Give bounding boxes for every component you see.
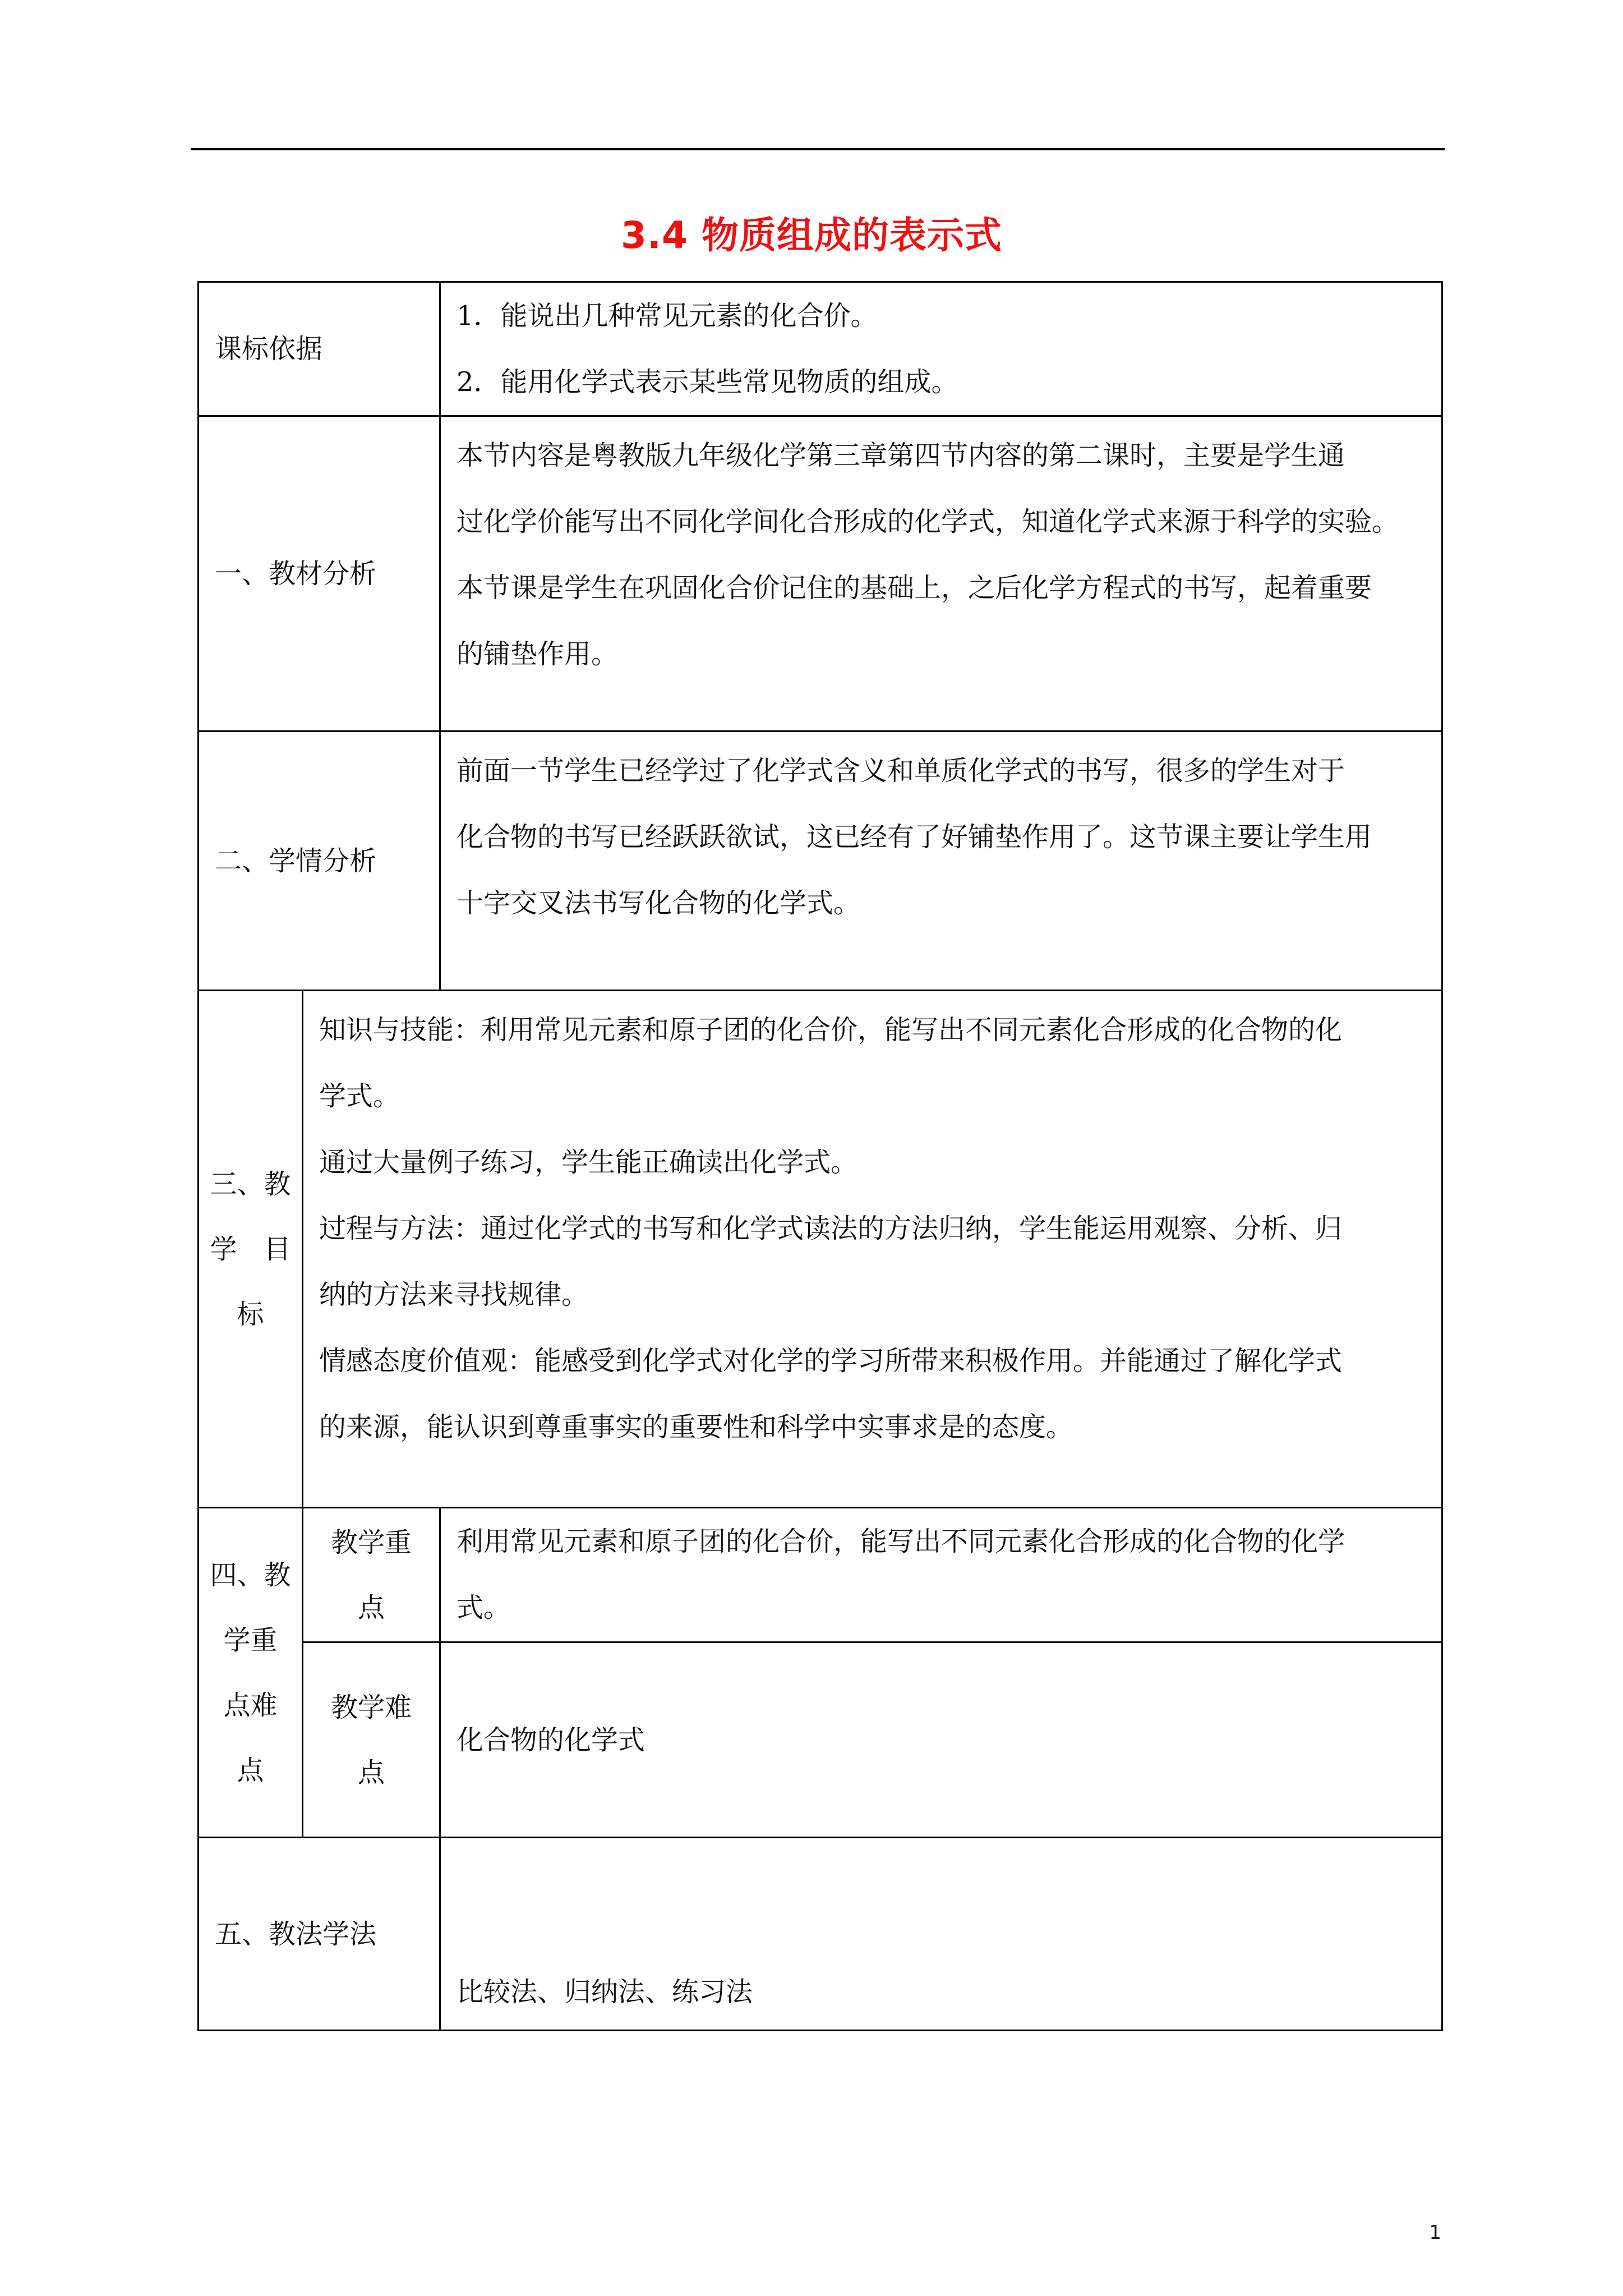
- header-rule: [191, 148, 1445, 150]
- difficulty-label-1: 教学难: [331, 1691, 412, 1723]
- objectives-line-3: 通过大量例子练习，学生能正确读出化学式。: [319, 1147, 858, 1178]
- focus-line-1: 利用常见元素和原子团的化合价，能写出不同元素化合形成的化合物的化学: [457, 1526, 1345, 1557]
- focus-line-2: 式。: [457, 1592, 511, 1623]
- content-teaching-focus: [440, 1508, 1442, 1642]
- focus-label-1: 教学重: [331, 1526, 412, 1558]
- content-methods: 比较法、归纳法、练习法: [440, 1838, 1442, 2031]
- lesson-plan-table: [197, 281, 1443, 2031]
- objectives-line-4: 过程与方法：通过化学式的书写和化学式读法的方法归纳，学生能运用观察、分析、归: [319, 1213, 1343, 1244]
- row-methods: [199, 1838, 1442, 2031]
- row-key-focus: [199, 1508, 1442, 1642]
- page-number: 1: [1429, 2221, 1441, 2244]
- label-objectives: [199, 991, 303, 1508]
- label-curriculum: 课标依据: [199, 282, 440, 416]
- objectives-label-1: 三、教: [210, 1168, 291, 1200]
- keypoints-label-1: 四、教: [210, 1559, 291, 1591]
- row-curriculum: [199, 282, 1442, 416]
- objectives-line-1: 知识与技能：利用常见元素和原子团的化合价，能写出不同元素化合形成的化合物的化: [319, 1014, 1343, 1046]
- label-teaching-difficulty: [303, 1642, 440, 1838]
- objectives-label-2: 学 目: [210, 1233, 291, 1265]
- row-student-analysis: [199, 731, 1442, 991]
- row-textbook-analysis: [199, 416, 1442, 731]
- content-curriculum: [440, 282, 1442, 416]
- label-key-points: [199, 1508, 303, 1838]
- content-textbook-analysis: [440, 416, 1442, 731]
- curriculum-line-2: 2．能用化学式表示某些常见物质的组成。: [457, 366, 958, 398]
- textbook-line-3: 本节课是学生在巩固化合价记住的基础上，之后化学方程式的书写，起着重要: [457, 572, 1372, 604]
- label-methods: 五、教法学法: [199, 1838, 440, 2031]
- objectives-line-5: 纳的方法来寻找规律。: [319, 1279, 589, 1310]
- label-teaching-focus: [303, 1508, 440, 1642]
- students-line-3: 十字交叉法书写化合物的化学式。: [457, 887, 861, 919]
- textbook-line-4: 的铺垫作用。: [457, 638, 619, 670]
- document-title: 3.4 物质组成的表示式: [621, 214, 1002, 257]
- objectives-label-3: 标: [237, 1298, 264, 1330]
- students-line-1: 前面一节学生已经学过了化学式含义和单质化学式的书写，很多的学生对于: [457, 755, 1345, 786]
- row-objectives: [199, 991, 1442, 1508]
- label-student-analysis: 二、学情分析: [199, 731, 440, 991]
- row-key-difficulty: [199, 1642, 1442, 1838]
- keypoints-label-4: 点: [237, 1754, 264, 1786]
- content-student-analysis: [440, 731, 1442, 991]
- students-line-2: 化合物的书写已经跃跃欲试，这已经有了好铺垫作用了。这节课主要让学生用: [457, 821, 1372, 853]
- content-teaching-difficulty: 化合物的化学式: [440, 1642, 1442, 1838]
- objectives-line-2: 学式。: [319, 1080, 400, 1112]
- keypoints-label-3: 点难: [223, 1689, 278, 1721]
- difficulty-label-2: 点: [358, 1756, 385, 1788]
- label-textbook-analysis: 一、教材分析: [199, 416, 440, 731]
- textbook-line-1: 本节内容是粤教版九年级化学第三章第四节内容的第二课时，主要是学生通: [457, 440, 1345, 471]
- textbook-line-2: 过化学价能写出不同化学间化合形成的化学式，知道化学式来源于科学的实验。: [457, 506, 1399, 537]
- content-objectives: [303, 991, 1442, 1508]
- keypoints-label-2: 学重: [223, 1624, 278, 1656]
- objectives-line-7: 的来源，能认识到尊重事实的重要性和科学中实事求是的态度。: [319, 1411, 1073, 1443]
- curriculum-line-1: 1．能说出几种常见元素的化合价。: [457, 300, 878, 332]
- objectives-line-6: 情感态度价值观：能感受到化学式对化学的学习所带来积极作用。并能通过了解化学式: [319, 1345, 1343, 1377]
- focus-label-2: 点: [358, 1591, 385, 1623]
